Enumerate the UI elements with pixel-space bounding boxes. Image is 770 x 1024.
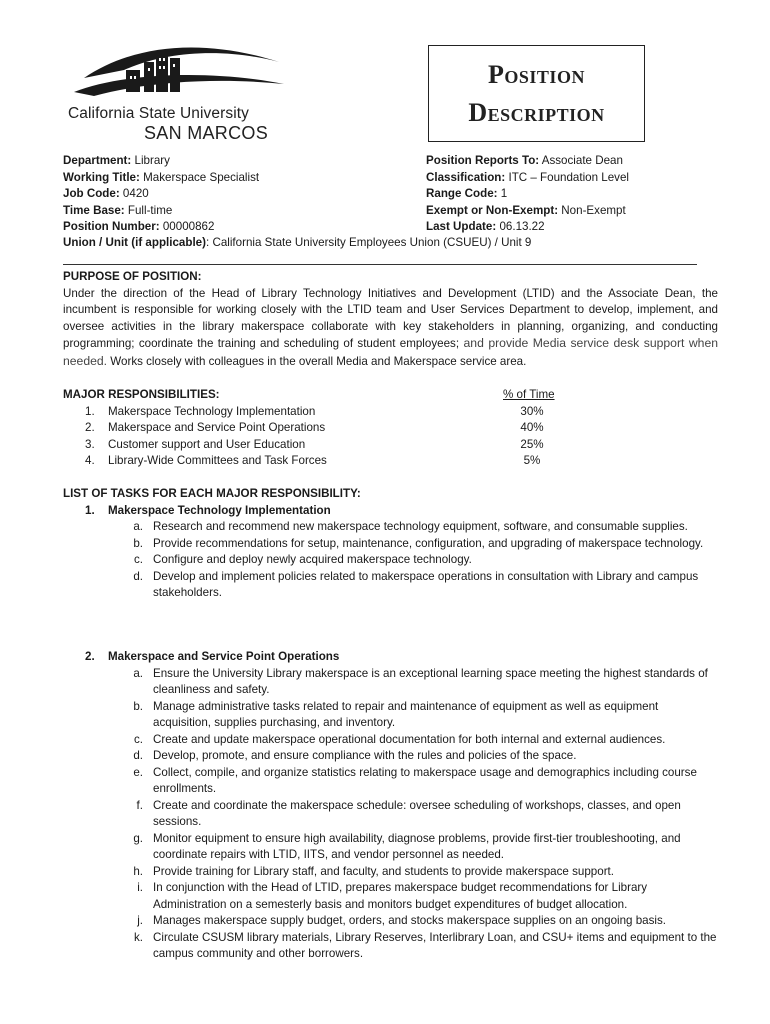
task-letter: d. [133, 569, 143, 583]
job-code-value: 0420 [122, 187, 149, 200]
union-value: : California State University Employees Union (CSUEU) / Unit 9 [206, 236, 532, 249]
responsibility-percent: 5% [523, 454, 541, 467]
task-text: Monitor equipment to ensure high availability, diagnose problems, provide first-tier troubleshooting, and coordinate repairs with LTID, IITS, and vendor personnel as needed. [153, 831, 681, 861]
responsibility-percent: 40% [520, 421, 544, 434]
task-text: Research and recommend new makerspace technology equipment, software, and consumable supplies. [153, 520, 688, 533]
classification-label: Classification: [426, 170, 506, 184]
classification-row [426, 170, 726, 187]
time-base-label: Time Base: [63, 203, 125, 217]
department-label: Department: [63, 154, 132, 167]
department-value: Library [134, 154, 170, 167]
responsibility-row [63, 404, 718, 421]
last-update-label: Last Update: [426, 220, 497, 233]
responsibility-number: 1. [85, 404, 95, 418]
percent-time-header: % of Time [503, 388, 555, 401]
task-item [63, 519, 718, 536]
working-title-value: Makerspace Specialist [143, 170, 260, 184]
task-text: Manages makerspace supply budget, orders, and stocks makerspace supplies on an ongoing basis. [153, 914, 667, 927]
task-text: Collect, compile, and organize statistics relating to makerspace usage and demographics including course enrollments. [153, 765, 697, 795]
task-item [63, 748, 718, 765]
responsibility-row [63, 420, 718, 437]
task-text: Create and update makerspace operational documentation for both internal and external audiences. [153, 732, 666, 746]
responsibilities-header [63, 387, 718, 404]
task-item [63, 765, 718, 798]
union-label: Union / Unit (if applicable) [63, 236, 206, 249]
purpose-heading: PURPOSE OF POSITION: [63, 270, 202, 283]
last-update-value: 06.13.22 [499, 220, 545, 233]
job-code-label: Job Code: [63, 187, 120, 200]
task-letter: a. [133, 520, 143, 533]
task-letter: c. [133, 732, 143, 746]
task-item [63, 913, 718, 930]
position-number-value: 00000862 [162, 220, 215, 233]
range-code-value: 1 [500, 187, 508, 200]
task-text: Provide recommendations for setup, maintenance, configuration, and upgrading of makerspace technology. [153, 536, 704, 550]
task-item [63, 930, 718, 963]
reports-to-row [426, 153, 726, 170]
task-letter: d. [133, 749, 143, 762]
purpose-text-part-1: Under the direction of the Head of Library Technology Initiatives and Development (LTID) and the Associate Dean, the incumbent is responsible for working closely with the LTID team and User Services Department to develop, implement, and oversee activities in the library makerspace collaborate with key stakeholders in planning, organizing, and conducting programming; coordinate the training and scheduling of student employees; [63, 286, 718, 350]
logo-campus-name: SAN MARCOS [144, 123, 269, 143]
responsibility-label: Makerspace Technology Implementation [108, 404, 316, 418]
task-letter: b. [133, 536, 143, 550]
tasks-heading: LIST OF TASKS FOR EACH MAJOR RESPONSIBILITY: [63, 487, 361, 500]
task-letter: i. [137, 881, 143, 894]
responsibility-number: 3. [85, 437, 95, 451]
title-line-2: Description [468, 98, 605, 127]
exempt-value: Non-Exempt [561, 203, 626, 217]
task-letter: c. [133, 553, 143, 566]
task-group-number: 2. [85, 650, 95, 663]
responsibility-number: 2. [85, 421, 95, 434]
task-item [63, 880, 718, 913]
purpose-text-part-2: and provide Media service desk support when needed. [63, 336, 718, 368]
responsibility-row [63, 437, 718, 454]
tasks-section [63, 486, 718, 602]
title-line-1: Position [488, 60, 585, 89]
task-text: Develop and implement policies related to makerspace operations in consultation with Library and campus stakeholders. [153, 569, 699, 599]
task-item [63, 732, 718, 749]
responsibility-label: Makerspace and Service Point Operations [108, 421, 326, 434]
task-letter: k. [133, 930, 143, 944]
task-text: Configure and deploy newly acquired makerspace technology. [153, 553, 472, 566]
task-letter: g. [133, 831, 143, 845]
task-item [63, 798, 718, 831]
logo-university-name: California State University [68, 105, 250, 122]
task-group-label: Makerspace Technology Implementation [108, 503, 331, 517]
logo-mark-icon [64, 40, 289, 110]
task-letter: f. [136, 798, 143, 812]
university-logo [64, 40, 289, 148]
task-item [63, 699, 718, 732]
position-number-label: Position Number: [63, 220, 160, 233]
task-group-title [63, 649, 718, 666]
task-letter: a. [133, 666, 143, 680]
task-letter: b. [133, 699, 143, 713]
task-item [63, 666, 718, 699]
task-text: Create and coordinate the makerspace schedule: oversee scheduling of workshops, classes, and open sessions. [153, 798, 681, 828]
range-code-row [426, 186, 726, 203]
task-group-label: Makerspace and Service Point Operations [108, 650, 340, 663]
classification-value: ITC – Foundation Level [508, 170, 630, 184]
task-letter: h. [133, 864, 143, 878]
section-divider [63, 264, 697, 265]
task-group-1 [63, 503, 718, 602]
task-letter: j. [137, 914, 143, 927]
exempt-row [426, 203, 726, 220]
task-group-2 [63, 649, 718, 963]
working-title-label: Working Title: [63, 170, 140, 184]
union-row [63, 235, 531, 252]
purpose-text [63, 286, 718, 371]
responsibilities-section [63, 387, 718, 470]
task-item [63, 569, 718, 602]
task-text: Develop, promote, and ensure compliance with the rules and policies of the space. [153, 749, 577, 762]
responsibility-label: Customer support and User Education [108, 437, 306, 451]
task-text: Provide training for Library staff, and faculty, and students to provide makerspace support. [153, 864, 614, 878]
task-text: Ensure the University Library makerspace is an exceptional learning space meeting the highest standards of cleanliness and safety. [153, 666, 708, 696]
task-item [63, 552, 718, 569]
task-text: In conjunction with the Head of LTID, prepares makerspace budget recommendations for Library Administration on a semesterly basis and monitors budget expenditures of budget allocation. [153, 881, 648, 911]
responsibility-row [63, 453, 718, 470]
responsibility-percent: 25% [520, 437, 544, 451]
range-code-label: Range Code: [426, 187, 498, 200]
document-title-box [428, 45, 645, 142]
task-group-number: 1. [85, 503, 95, 517]
purpose-section [63, 269, 718, 370]
task-item [63, 831, 718, 864]
task-item [63, 864, 718, 881]
task-group-title [63, 503, 718, 520]
responsibility-percent: 30% [520, 404, 544, 418]
reports-to-value: Associate Dean [541, 154, 623, 167]
exempt-label: Exempt or Non-Exempt: [426, 203, 559, 217]
info-right-column [426, 153, 726, 236]
task-item [63, 536, 718, 553]
task-letter: e. [133, 765, 143, 779]
purpose-text-part-3: Works closely with colleagues in the overall Media and Makerspace service area. [107, 354, 527, 368]
task-text: Manage administrative tasks related to repair and maintenance of equipment as well as equipment acquisition, supplies purchasing, and inventory. [153, 699, 659, 729]
responsibility-label: Library-Wide Committees and Task Forces [108, 454, 327, 467]
last-update-row [426, 219, 726, 236]
task-text: Circulate CSUSM library materials, Library Reserves, Interlibrary Loan, and CSU+ items and equipment to the campus community and other borrowers. [153, 930, 717, 960]
time-base-value: Full-time [127, 203, 173, 217]
reports-to-label: Position Reports To: [426, 154, 540, 167]
tasks-section-2 [63, 649, 718, 963]
responsibilities-heading: MAJOR RESPONSIBILITIES: [63, 388, 220, 401]
responsibility-number: 4. [85, 454, 95, 467]
